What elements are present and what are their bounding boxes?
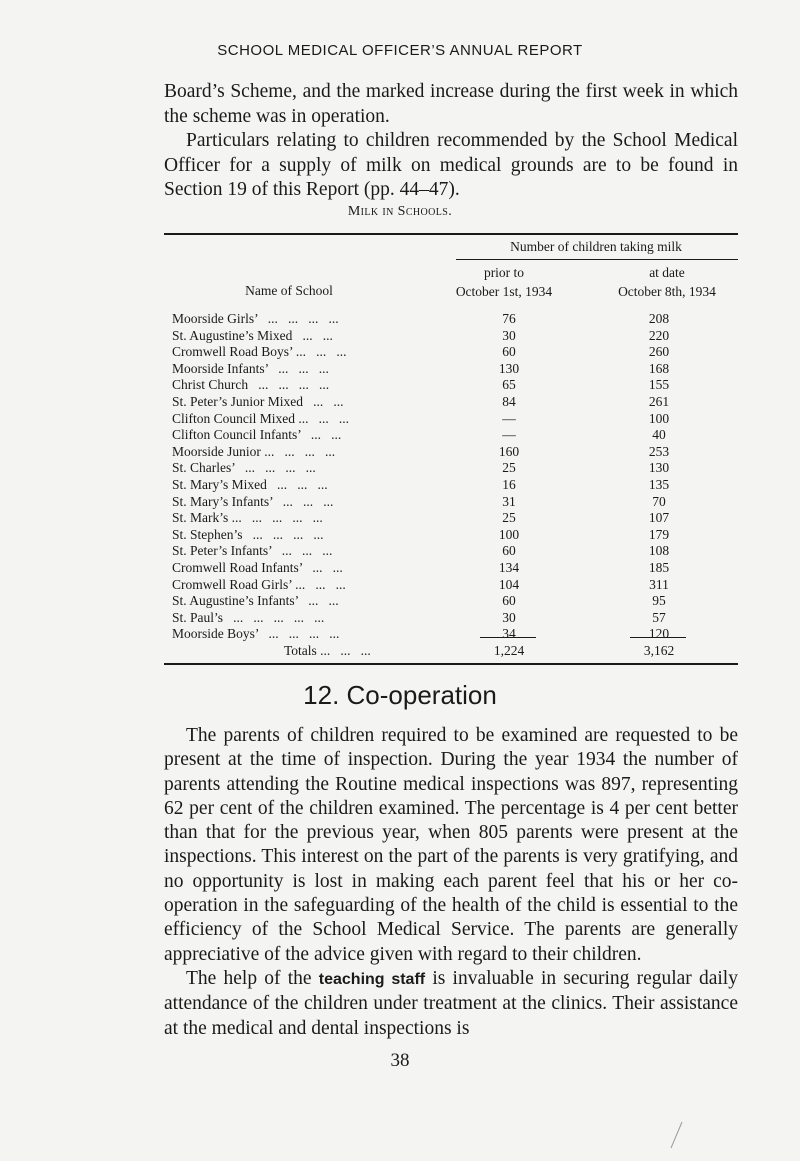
school-name: Clifton Council Mixed ... ... ... <box>172 410 349 426</box>
table-row <box>164 394 738 411</box>
count-prior: 134 <box>498 559 520 575</box>
column-header-prior <box>414 263 594 301</box>
count-prior: 25 <box>502 510 516 526</box>
school-name: Moorside Girls’ ... ... ... ... <box>172 311 339 326</box>
count-prior: — <box>502 410 516 426</box>
pencil-mark <box>668 1120 684 1150</box>
totals-row <box>164 643 738 661</box>
column-header-prior-line2: October 1st, 1934 <box>455 284 553 299</box>
count-at-date: 168 <box>648 360 670 376</box>
count-at-date: 155 <box>648 377 670 393</box>
group-header: Number of children taking milk <box>510 239 682 254</box>
table-row <box>164 460 738 477</box>
table-row <box>164 527 738 544</box>
count-at-date: 208 <box>648 311 670 326</box>
count-prior: 160 <box>498 443 520 459</box>
table-row <box>164 543 738 560</box>
school-name: Cromwell Road Infants’ ... ... <box>172 559 343 575</box>
count-prior: 100 <box>498 526 520 542</box>
count-at-date: 95 <box>652 593 666 609</box>
table-row <box>164 344 738 361</box>
teaching-staff-emphasis: teaching staff <box>318 970 426 988</box>
sum-rule-prior <box>480 637 536 638</box>
school-name: Clifton Council Infants’ ... ... <box>172 427 342 443</box>
column-header-prior-line1: prior to <box>483 265 525 280</box>
school-name: St. Peter’s Infants’ ... ... ... <box>172 543 333 559</box>
count-prior: 31 <box>502 493 516 509</box>
table-bottom-rule <box>164 663 738 665</box>
table-row <box>164 626 738 643</box>
count-prior: 65 <box>502 377 516 393</box>
table-row <box>164 361 738 378</box>
school-name: St. Stephen’s ... ... ... ... <box>172 526 324 542</box>
school-name: Moorside Infants’ ... ... ... <box>172 360 329 376</box>
paragraph-2-rest: is invaluable in securing regular daily attendance of the children under treatment at the clinics. Their assistance at the medical and dental inspections is <box>164 967 738 1039</box>
intro-paragraph-2: Particulars relating to children recommended by the School Medical Officer for a supply of milk on medical grounds are to be found in Section 19 of this Report (pp. 44–47). <box>164 130 738 201</box>
cooperation-text <box>164 724 738 1041</box>
school-name: St. Augustine’s Infants’ ... ... <box>172 593 339 609</box>
count-prior: 104 <box>498 576 520 592</box>
table-row <box>164 593 738 610</box>
count-prior: 84 <box>502 393 516 409</box>
table-row <box>164 610 738 627</box>
school-name: Cromwell Road Boys’ ... ... ... <box>172 344 347 360</box>
count-at-date: 120 <box>648 626 670 642</box>
count-at-date: 135 <box>648 476 670 492</box>
table-row <box>164 444 738 461</box>
column-header-at-date-line2: October 8th, 1934 <box>618 284 716 299</box>
paragraph-2-start: The help of the <box>186 967 312 989</box>
table-row <box>164 510 738 527</box>
count-at-date: 179 <box>648 526 670 542</box>
totals-label: Totals ... ... ... <box>284 643 371 658</box>
table-body <box>164 311 738 643</box>
count-prior: 60 <box>502 593 516 609</box>
school-name: St. Augustine’s Mixed ... ... <box>172 327 333 343</box>
column-header-at-date <box>592 263 742 301</box>
school-name: Christ Church ... ... ... ... <box>172 377 330 393</box>
running-head: SCHOOL MEDICAL OFFICER’S ANNUAL REPORT <box>217 42 583 59</box>
section-title: 12. Co-operation <box>303 680 497 710</box>
table-row <box>164 377 738 394</box>
table-row <box>164 577 738 594</box>
count-at-date: 57 <box>652 609 666 625</box>
school-name: Cromwell Road Girls’ ... ... ... <box>172 576 346 592</box>
cooperation-paragraph-2 <box>164 967 738 1041</box>
school-name: St. Mary’s Mixed ... ... ... <box>172 476 328 492</box>
count-at-date: 107 <box>648 510 670 526</box>
count-at-date: 100 <box>648 410 670 426</box>
count-at-date: 261 <box>648 393 670 409</box>
count-at-date: 40 <box>652 427 666 443</box>
intro-paragraph-1: Board’s Scheme, and the marked increase during the first week in which the scheme was in operation. <box>164 81 738 127</box>
totals-at-date: 3,162 <box>643 643 675 658</box>
column-header-at-date-line1: at date <box>649 265 685 280</box>
intro-text <box>164 80 738 203</box>
count-at-date: 185 <box>648 559 670 575</box>
count-prior: 34 <box>502 626 516 642</box>
count-prior: — <box>502 427 516 443</box>
table-row <box>164 477 738 494</box>
count-prior: 60 <box>502 543 516 559</box>
column-header-name: Name of School <box>245 283 333 298</box>
table-caption: Milk in Schools. <box>347 204 453 219</box>
count-prior: 130 <box>498 360 520 376</box>
count-at-date: 220 <box>648 327 670 343</box>
count-prior: 16 <box>502 476 516 492</box>
count-prior: 30 <box>502 327 516 343</box>
school-name: Moorside Boys’ ... ... ... ... <box>172 626 340 642</box>
school-name: St. Mark’s ... ... ... ... ... <box>172 510 323 526</box>
count-at-date: 70 <box>652 493 666 509</box>
school-name: Moorside Junior ... ... ... ... <box>172 443 336 459</box>
school-name: St. Charles’ ... ... ... ... <box>172 460 316 476</box>
count-at-date: 260 <box>648 344 670 360</box>
group-header-rule <box>456 259 738 260</box>
table-row <box>164 328 738 345</box>
count-prior: 60 <box>502 344 516 360</box>
table-top-rule <box>164 233 738 235</box>
table-row <box>164 311 738 328</box>
totals-prior: 1,224 <box>493 643 525 658</box>
school-name: St. Peter’s Junior Mixed ... ... <box>172 393 344 409</box>
table-row <box>164 427 738 444</box>
table-row <box>164 560 738 577</box>
count-prior: 76 <box>502 311 516 326</box>
count-at-date: 108 <box>648 543 670 559</box>
school-name: St. Mary’s Infants’ ... ... ... <box>172 493 334 509</box>
count-at-date: 130 <box>648 460 670 476</box>
cooperation-paragraph-1: The parents of children required to be examined are requested to be present at the time of inspection. During the year 1934 the number of parents attending the Routine medical inspections was 897, representing 62 per cent of the children examined. The percentage is 4 per cent better than that for the previous year, when 805 parents were present at the inspections. This interest on the part of the parents is very gratifying, and no opportunity is lost in making each parent feel that his or her co-operation in the safeguarding of the health of the child is essential to the efficiency of the School Medical Service. The parents are generally appreciative of the advice given with regard to their children. <box>164 725 738 965</box>
count-prior: 25 <box>502 460 516 476</box>
table-row <box>164 494 738 511</box>
sum-rule-at-date <box>630 637 686 638</box>
count-prior: 30 <box>502 609 516 625</box>
count-at-date: 311 <box>649 576 669 592</box>
page-number: 38 <box>390 1050 410 1071</box>
school-name: St. Paul’s ... ... ... ... ... <box>172 609 325 625</box>
table-row <box>164 411 738 428</box>
count-at-date: 253 <box>648 443 670 459</box>
